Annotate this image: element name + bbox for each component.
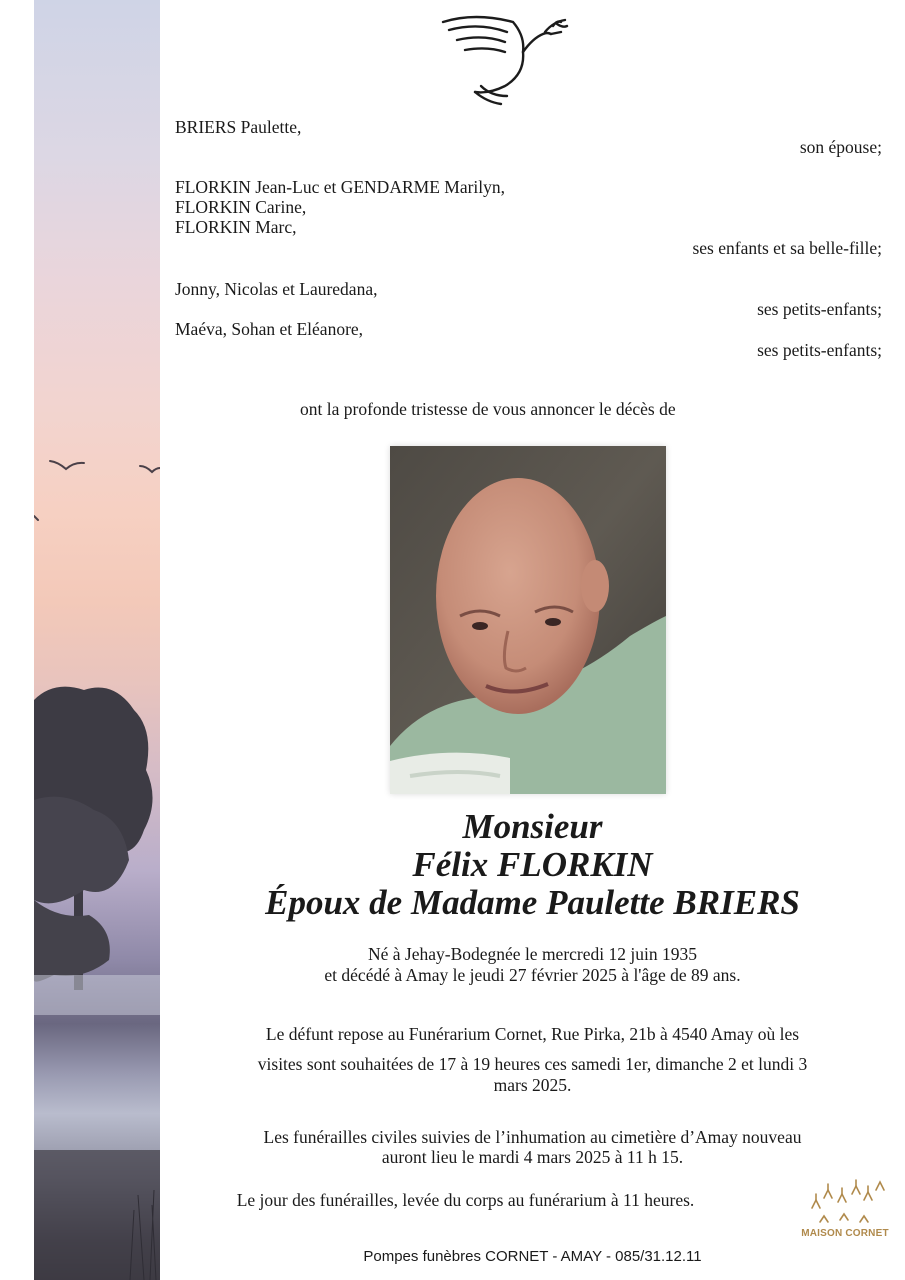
visitation-line-2: visites sont souhaitées de 17 à 19 heures ces samedi 1er, dimanche 2 et lundi 3	[257, 1054, 808, 1074]
children-relation: ses enfants et sa belle-fille;	[692, 238, 882, 258]
child-name: FLORKIN Jean-Luc et GENDARME Marilyn,	[175, 177, 506, 197]
child-name: FLORKIN Carine,	[175, 197, 307, 217]
grandchildren-names: Jonny, Nicolas et Lauredana,	[175, 279, 378, 299]
tree-landscape-image	[34, 0, 160, 1280]
birds-logo-icon	[800, 1178, 890, 1228]
decorative-sky-strip	[34, 0, 160, 1280]
deceased-portrait-photo	[390, 446, 666, 794]
grandchildren-relation: ses petits-enfants;	[757, 299, 882, 319]
funeral-line-2: auront lieu le mardi 4 mars 2025 à 11 h 15.	[381, 1147, 684, 1167]
death-info: et décédé à Amay le jeudi 27 février 2025 à l'âge de 89 ans.	[324, 965, 741, 985]
great-grandchildren-relation: ses petits-enfants;	[757, 340, 882, 360]
logo-text: MAISON CORNET	[801, 1228, 889, 1239]
great-grandchildren-names: Maéva, Sohan et Eléanore,	[175, 319, 364, 339]
departure-info: Le jour des funérailles, levée du corps au funérarium à 11 heures.	[236, 1190, 695, 1210]
spouse-name: BRIERS Paulette,	[175, 117, 302, 137]
ground	[34, 1150, 160, 1280]
deceased-name: Félix FLORKIN	[412, 845, 653, 884]
birds-icon	[34, 461, 160, 520]
child-name: FLORKIN Marc,	[175, 217, 297, 237]
funeral-line-1: Les funérailles civiles suivies de l’inhumation au cimetière d’Amay nouveau	[263, 1127, 802, 1147]
footer-contact: Pompes funèbres CORNET - AMAY - 085/31.12.11	[363, 1248, 702, 1265]
spouse-relation: son épouse;	[799, 137, 882, 157]
mist-band	[34, 975, 160, 1015]
deceased-spouse-line: Époux de Madame Paulette BRIERS	[265, 883, 800, 922]
announcement-text: ont la profonde tristesse de vous annoncer le décès de	[300, 399, 676, 419]
tree-silhouette	[34, 687, 153, 990]
birth-info: Né à Jehay-Bodegnée le mercredi 12 juin 1935	[368, 944, 697, 964]
visitation-line-1: Le défunt repose au Funérarium Cornet, Rue Pirka, 21b à 4540 Amay où les	[265, 1024, 800, 1044]
deceased-title: Monsieur	[462, 807, 603, 846]
maison-cornet-logo	[800, 1178, 890, 1258]
visitation-line-3: mars 2025.	[493, 1075, 572, 1095]
dove-icon	[435, 12, 571, 108]
